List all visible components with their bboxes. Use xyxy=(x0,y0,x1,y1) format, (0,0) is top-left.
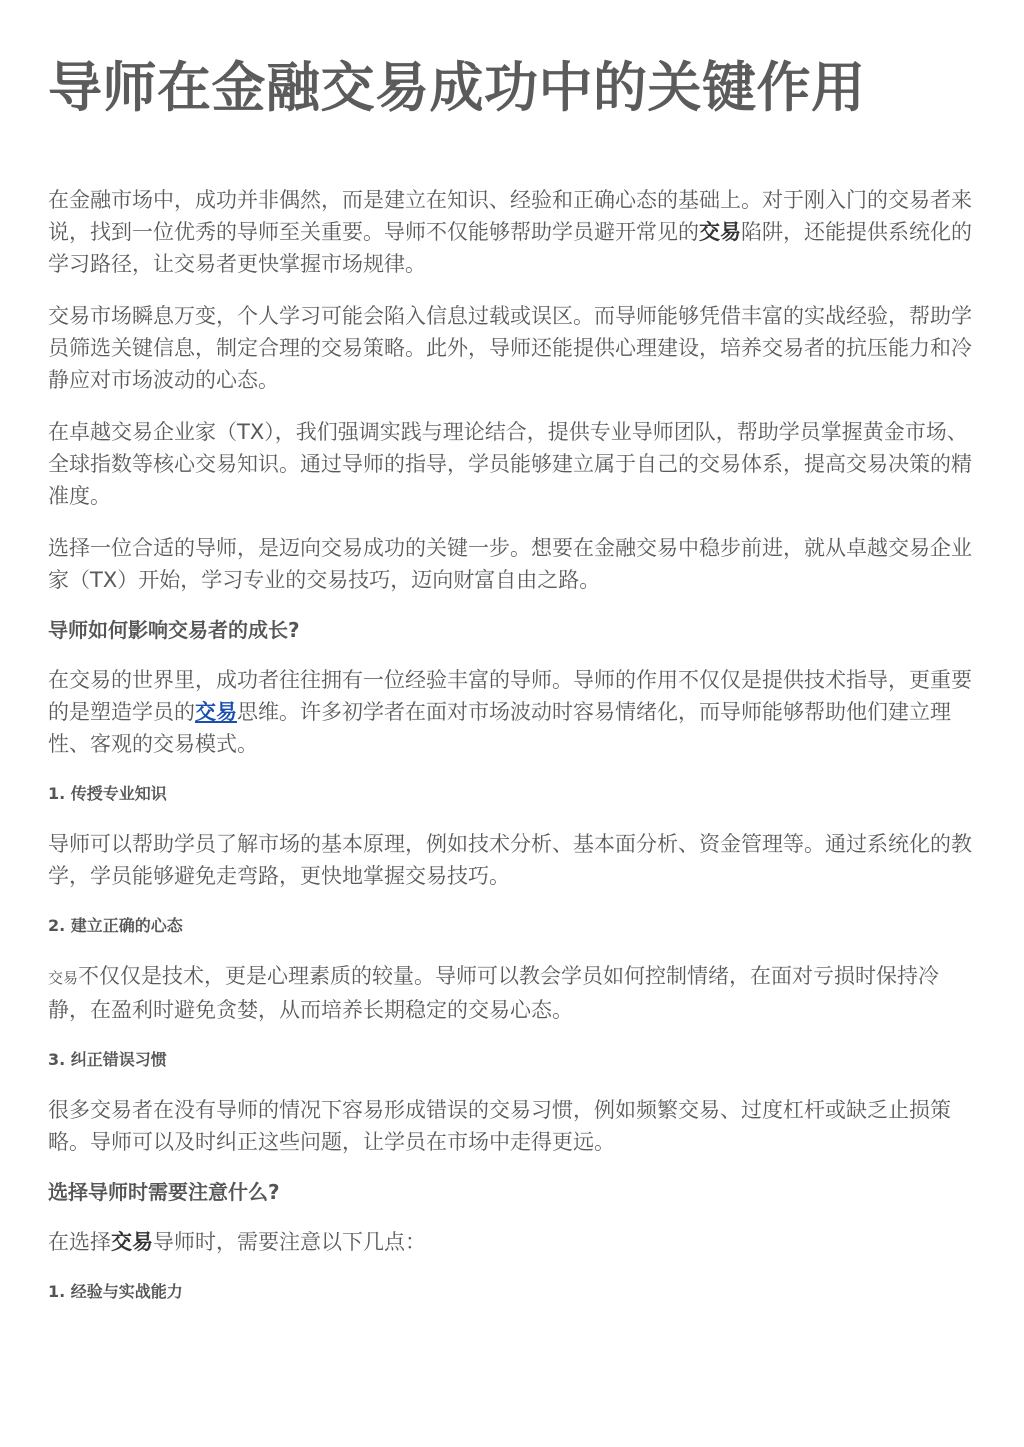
paragraph-text: 在金融市场中，成功并非偶然，而是建立在知识、经验和正确心态的基础上。对于刚入门的交易者来说，找到一位优秀的导师至关重要。导师不仅能够帮助学员避开常见的 xyxy=(48,188,972,244)
subheading-experience: 1. 经验与实战能力 xyxy=(48,1282,183,1301)
section-heading-choosing: 选择导师时需要注意什么? xyxy=(48,1180,280,1204)
keyword-link[interactable]: 交易 xyxy=(195,700,237,724)
section-heading-growth: 导师如何影响交易者的成长? xyxy=(48,618,300,642)
paragraph-text: 陷阱，还能提供系统化的学习路径，让交易者更快掌握市场规律。 xyxy=(48,220,972,276)
paragraph-choose-mentor: 选择一位合适的导师，是迈向交易成功的关键一步。想要在金融交易中稳步前进，就从卓越交易企业家（TX）开始，学习专业的交易技巧，迈向财富自由之路。 xyxy=(48,536,972,592)
paragraph-text: 在选择 xyxy=(48,1230,111,1254)
paragraph-text: 在交易的世界里，成功者往往拥有一位经验丰富的导师。导师的作用不仅仅是提供技术指导，更重要的是塑造学员的 xyxy=(48,668,972,724)
paragraph-tx: 在卓越交易企业家（TX），我们强调实践与理论结合，提供专业导师团队，帮助学员掌握黄金市场、全球指数等核心交易知识。通过导师的指导，学员能够建立属于自己的交易体系，提高交易决策的精准度。 xyxy=(48,420,972,508)
paragraph-knowledge: 导师可以帮助学员了解市场的基本原理，例如技术分析、基本面分析、资金管理等。通过系统化的教学，学员能够避免走弯路，更快地掌握交易技巧。 xyxy=(48,832,972,888)
keyword-bold: 交易 xyxy=(699,220,741,244)
keyword-small: 交易 xyxy=(48,969,79,987)
subheading-knowledge: 1. 传授专业知识 xyxy=(48,784,167,803)
paragraph-mindset xyxy=(48,960,976,1026)
keyword-bold: 交易 xyxy=(111,1230,153,1254)
subheading-habits: 3. 纠正错误习惯 xyxy=(48,1050,167,1069)
page-title: 导师在金融交易成功中的关键作用 xyxy=(48,56,866,119)
subheading-mindset: 2. 建立正确的心态 xyxy=(48,916,183,935)
paragraph-text: 导师时，需要注意以下几点： xyxy=(153,1230,426,1254)
paragraph-market: 交易市场瞬息万变，个人学习可能会陷入信息过载或误区。而导师能够凭借丰富的实战经验，帮助学员筛选关键信息，制定合理的交易策略。此外，导师还能提供心理建设，培养交易者的抗压能力和冷静应对市场波动的心态。 xyxy=(48,304,972,392)
paragraph-growth xyxy=(48,664,976,760)
paragraph-text: 不仅仅是技术，更是心理素质的较量。导师可以教会学员如何控制情绪，在面对亏损时保持冷静，在盈利时避免贪婪，从而培养长期稳定的交易心态。 xyxy=(48,964,940,1022)
paragraph-choosing xyxy=(48,1226,976,1258)
paragraph-intro xyxy=(48,184,976,280)
paragraph-habits: 很多交易者在没有导师的情况下容易形成错误的交易习惯，例如频繁交易、过度杠杆或缺乏止损策略。导师可以及时纠正这些问题，让学员在市场中走得更远。 xyxy=(48,1098,951,1154)
paragraph-text: 思维。许多初学者在面对市场波动时容易情绪化，而导师能够帮助他们建立理性、客观的交易模式。 xyxy=(48,700,951,756)
